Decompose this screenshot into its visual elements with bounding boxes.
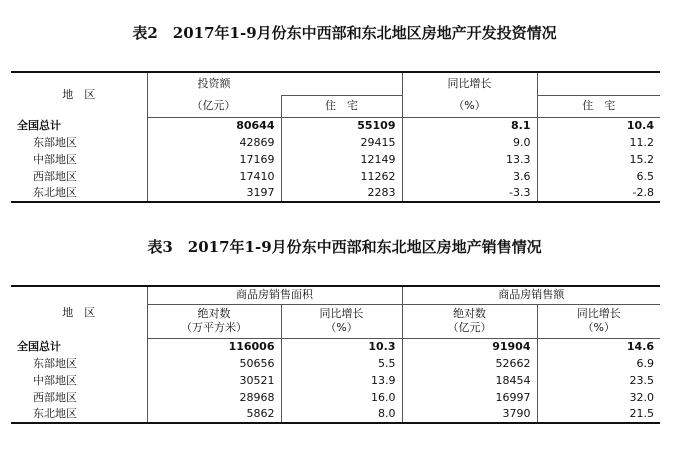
table2-title: 表2 2017年1-9月份东中西部和东北地区房地产开发投资情况	[132, 24, 557, 42]
table3-title: 表3 2017年1-9月份东中西部和东北地区房地产销售情况	[147, 238, 542, 256]
header-sales-group: 商品房销售额	[402, 286, 660, 304]
table-row: 东部地区 50656 5.5 52662 6.9	[11, 355, 660, 372]
header-area-group: 商品房销售面积	[147, 286, 402, 304]
table-row: 全国总计 80644 55109 8.1 10.4	[11, 117, 660, 134]
investment-table	[11, 71, 660, 203]
header-region: 地 区	[11, 286, 147, 338]
header-investment: 投资额	[147, 72, 402, 95]
sales-table	[11, 285, 660, 424]
header-residential-growth: 住 宅	[537, 95, 660, 117]
table-row: 全国总计 116006 10.3 91904 14.6	[11, 338, 660, 355]
table-row: 西部地区 17410 11262 3.6 6.5	[11, 168, 660, 185]
header-sales-growth: 同比增长 （%）	[537, 304, 660, 338]
table-row: 中部地区 30521 13.9 18454 23.5	[11, 372, 660, 389]
table-row: 东北地区 3197 2283 -3.3 -2.8	[11, 185, 660, 202]
table-row: 东北地区 5862 8.0 3790 21.5	[11, 406, 660, 423]
header-growth: 同比增长	[402, 72, 537, 95]
table-row: 中部地区 17169 12149 13.3 15.2	[11, 151, 660, 168]
header-area-absolute: 绝对数 （万平方米）	[147, 304, 281, 338]
table-row: 西部地区 28968 16.0 16997 32.0	[11, 389, 660, 406]
header-region: 地 区	[11, 72, 147, 117]
header-residential: 住 宅	[281, 95, 402, 117]
header-area-growth: 同比增长 （%）	[281, 304, 402, 338]
header-growth-unit: （%）	[402, 95, 537, 117]
header-investment-unit: （亿元）	[147, 95, 281, 117]
header-sales-absolute: 绝对数 （亿元）	[402, 304, 537, 338]
table-row: 东部地区 42869 29415 9.0 11.2	[11, 134, 660, 151]
